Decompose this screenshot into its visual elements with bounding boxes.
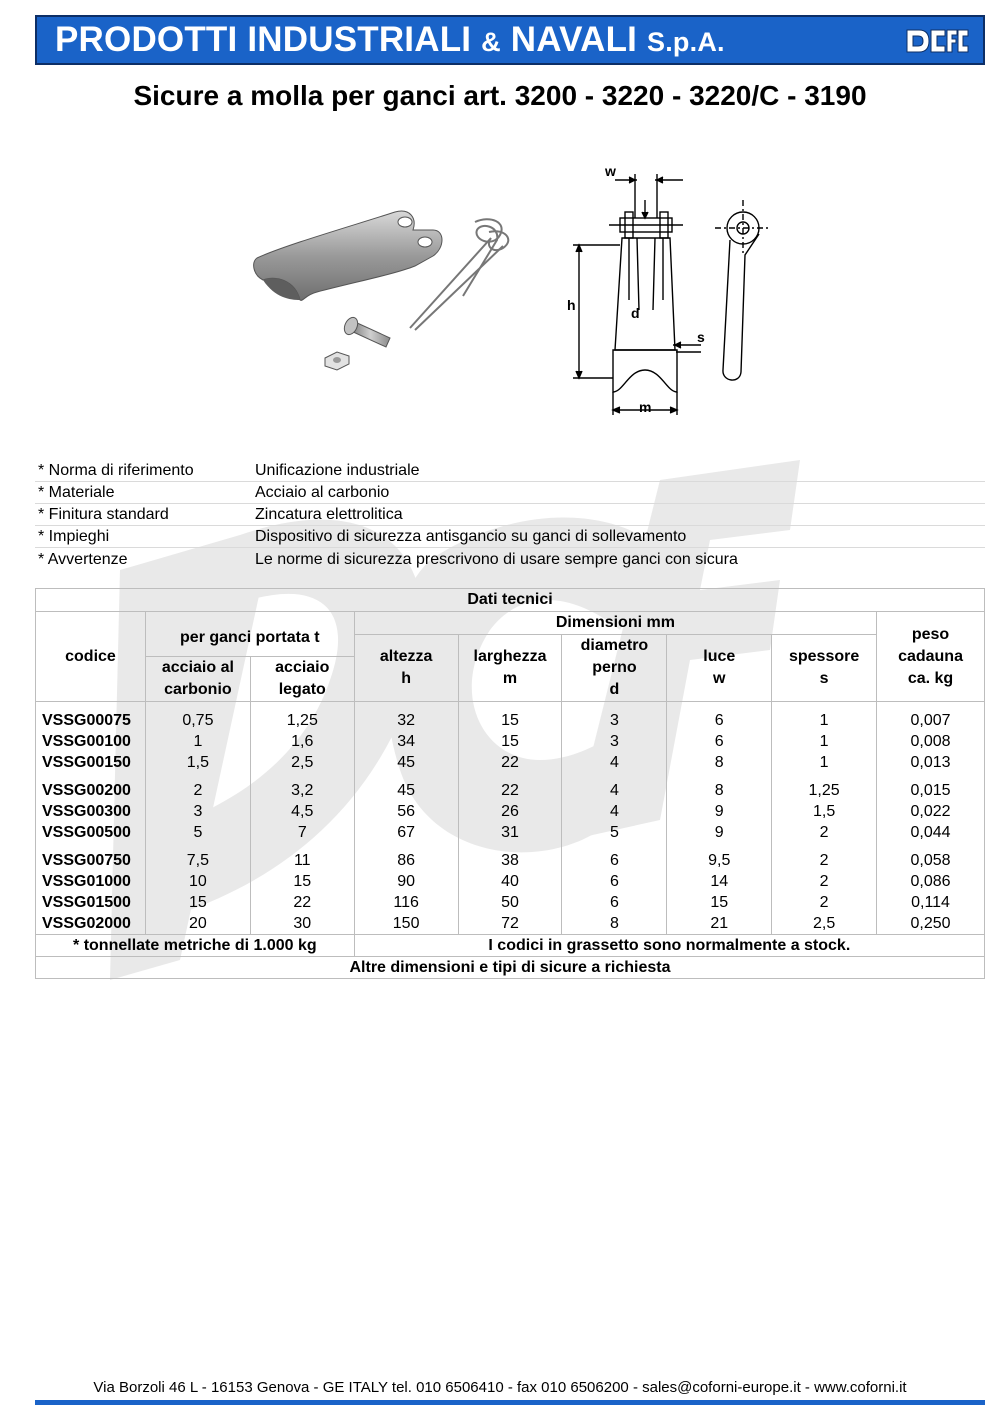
table-row [36,752,985,773]
header-altezza [354,635,458,702]
cell-codice: VSSG02000 [36,913,146,935]
cell-carbonio: 10 [145,871,250,892]
header-spessore-line1: spessore [788,648,860,665]
cell-m: 15 [458,731,562,752]
drawing-label-h: h [567,297,576,313]
company-name [37,20,725,60]
header-peso [877,612,985,702]
specs-list [35,460,985,570]
cell-carbonio: 0,75 [145,702,250,732]
table-group-3 [36,843,985,935]
cell-codice: VSSG00075 [36,702,146,732]
table-row [36,773,985,801]
footer-rule [35,1400,985,1405]
latch-nut [325,352,349,370]
company-name-amp: & [481,27,501,57]
spec-value: Zincatura elettrolitica [255,506,403,523]
cell-d: 4 [562,752,667,773]
cell-s: 1,25 [772,773,877,801]
cell-h: 45 [354,773,458,801]
table-row [36,702,985,732]
cell-carbonio: 7,5 [145,843,250,871]
cell-s: 2 [772,871,877,892]
cell-h: 67 [354,822,458,843]
cell-h: 90 [354,871,458,892]
header-spessore-line2: s [819,670,829,687]
header-legato-line2: legato [278,681,326,698]
cell-peso: 0,015 [877,773,985,801]
cell-codice: VSSG00200 [36,773,146,801]
cell-peso: 0,044 [877,822,985,843]
table-group-2 [36,773,985,843]
cell-peso: 0,022 [877,801,985,822]
cell-w: 9 [667,801,772,822]
cell-legato: 7 [250,822,354,843]
header-luce [667,635,772,702]
drawing-label-w: w [605,163,616,179]
cell-codice: VSSG01000 [36,871,146,892]
cell-carbonio: 20 [145,913,250,935]
spec-row [35,482,985,504]
spec-value: Acciaio al carbonio [255,484,390,501]
header-codice: codice [36,612,146,702]
cell-s: 2 [772,892,877,913]
cell-w: 8 [667,752,772,773]
cell-h: 34 [354,731,458,752]
cell-d: 5 [562,822,667,843]
header-larghezza [458,635,562,702]
cell-carbonio: 3 [145,801,250,822]
footer-contact: Via Borzoli 46 L - 16153 Genova - GE ITALY tel. 010 6506410 - fax 010 6506200 - sales@coforni-europe.it - www.coforni.it [93,1379,907,1396]
company-name-main: PRODOTTI INDUSTRIALI [55,20,472,59]
cell-d: 3 [562,702,667,732]
header-peso-line2: cadauna [898,647,963,665]
cell-w: 15 [667,892,772,913]
cell-peso: 0,007 [877,702,985,732]
spec-row [35,504,985,526]
cell-peso: 0,058 [877,843,985,871]
cell-carbonio: 1 [145,731,250,752]
drawing-label-d: d [631,305,640,321]
cell-s: 1,5 [772,801,877,822]
footnote-altre-dimensioni: Altre dimensioni e tipi di sicure a richiesta [36,957,985,979]
header-spessore [772,635,877,702]
cell-d: 4 [562,773,667,801]
technical-drawing [565,160,780,425]
cell-h: 116 [354,892,458,913]
spec-value: Unificazione industriale [255,462,420,479]
spec-value: Dispositivo di sicurezza antisgancio su ganci di sollevamento [255,528,687,545]
cell-codice: VSSG00150 [36,752,146,773]
cell-d: 6 [562,843,667,871]
cell-d: 3 [562,731,667,752]
cell-legato: 1,25 [250,702,354,732]
technical-data-table [35,588,985,979]
company-name-navali: NAVALI [510,20,638,59]
cell-w: 21 [667,913,772,935]
cell-m: 22 [458,752,562,773]
header-dimensioni: Dimensioni mm [354,612,876,635]
cell-carbonio: 2 [145,773,250,801]
company-name-spa: S.p.A. [647,27,725,57]
cell-legato: 30 [250,913,354,935]
cell-s: 2,5 [772,913,877,935]
header-diametro-line1: diametro [580,637,649,654]
header-diametro-line3: d [609,681,620,698]
latch-body [254,211,442,300]
spec-label: * Finitura standard [38,506,169,523]
table-row [36,822,985,843]
cell-legato: 2,5 [250,752,354,773]
cell-s: 2 [772,843,877,871]
spec-row [35,548,985,570]
cell-legato: 15 [250,871,354,892]
cell-w: 6 [667,731,772,752]
spec-row [35,460,985,482]
cell-carbonio: 1,5 [145,752,250,773]
header-acciaio-carbonio [145,657,250,702]
header-portata: per ganci portata t [145,612,354,657]
cell-w: 14 [667,871,772,892]
footnote-stock: I codici in grassetto sono normalmente a stock. [354,935,984,957]
cell-w: 9,5 [667,843,772,871]
cell-m: 38 [458,843,562,871]
cell-codice: VSSG00750 [36,843,146,871]
cell-peso: 0,114 [877,892,985,913]
header-acciaio-legato [250,657,354,702]
cell-peso: 0,008 [877,731,985,752]
header-luce-line1: luce [703,648,736,665]
latch-pin [342,315,390,347]
drawing-label-s: s [697,329,705,345]
cell-m: 72 [458,913,562,935]
cell-legato: 4,5 [250,801,354,822]
spec-label: * Materiale [38,484,115,501]
cell-s: 1 [772,731,877,752]
header-diametro [562,635,667,702]
cell-d: 6 [562,871,667,892]
spec-label: * Avvertenze [38,551,128,568]
cell-m: 50 [458,892,562,913]
drawing-label-m: m [639,399,652,415]
cell-h: 150 [354,913,458,935]
spec-row [35,526,985,548]
header-altezza-line1: altezza [379,648,433,665]
table-group-1 [36,702,985,774]
header-carbonio-line2: carbonio [164,681,232,698]
spec-value: Le norme di sicurezza prescrivono di usare sempre ganci con sicura [255,551,738,568]
cell-m: 22 [458,773,562,801]
page-title: Sicure a molla per ganci art. 3200 - 3220 - 3220/C - 3190 [133,80,867,111]
cell-legato: 22 [250,892,354,913]
header-luce-line2: w [713,670,726,687]
cell-codice: VSSG00100 [36,731,146,752]
header-peso-line3: ca. kg [907,669,954,687]
table-row [36,913,985,935]
cell-legato: 3,2 [250,773,354,801]
cell-d: 6 [562,892,667,913]
cell-h: 56 [354,801,458,822]
header-banner [35,15,985,65]
header-legato-line1: acciaio [275,659,330,676]
header-carbonio-line1: acciaio al [161,659,234,676]
cell-carbonio: 5 [145,822,250,843]
cell-s: 1 [772,752,877,773]
cell-m: 31 [458,822,562,843]
cell-peso: 0,086 [877,871,985,892]
cell-h: 45 [354,752,458,773]
cell-carbonio: 15 [145,892,250,913]
table-title: Dati tecnici [36,589,985,612]
cell-m: 15 [458,702,562,732]
cell-w: 8 [667,773,772,801]
header-altezza-line2: h [401,670,412,687]
cell-h: 32 [354,702,458,732]
cell-m: 26 [458,801,562,822]
footnote-tonnellate: * tonnellate metriche di 1.000 kg [36,935,355,957]
cell-d: 4 [562,801,667,822]
table-row [36,801,985,822]
dcfc-logo-icon [905,27,969,55]
cell-d: 8 [562,913,667,935]
spec-label: * Impieghi [38,528,110,545]
cell-m: 40 [458,871,562,892]
header-diametro-line2: perno [592,659,637,676]
table-row [36,731,985,752]
cell-codice: VSSG01500 [36,892,146,913]
cell-codice: VSSG00300 [36,801,146,822]
cell-s: 2 [772,822,877,843]
cell-legato: 1,6 [250,731,354,752]
header-peso-line1: peso [911,625,950,643]
cell-legato: 11 [250,843,354,871]
table-row [36,892,985,913]
spec-label: * Norma di riferimento [38,462,194,479]
header-larghezza-line2: m [502,670,518,687]
cell-h: 86 [354,843,458,871]
cell-w: 9 [667,822,772,843]
header-larghezza-line1: larghezza [473,648,547,665]
product-photo [245,200,530,380]
cell-peso: 0,250 [877,913,985,935]
cell-codice: VSSG00500 [36,822,146,843]
cell-peso: 0,013 [877,752,985,773]
table-row [36,843,985,871]
table-row [36,871,985,892]
cell-s: 1 [772,702,877,732]
cell-w: 6 [667,702,772,732]
